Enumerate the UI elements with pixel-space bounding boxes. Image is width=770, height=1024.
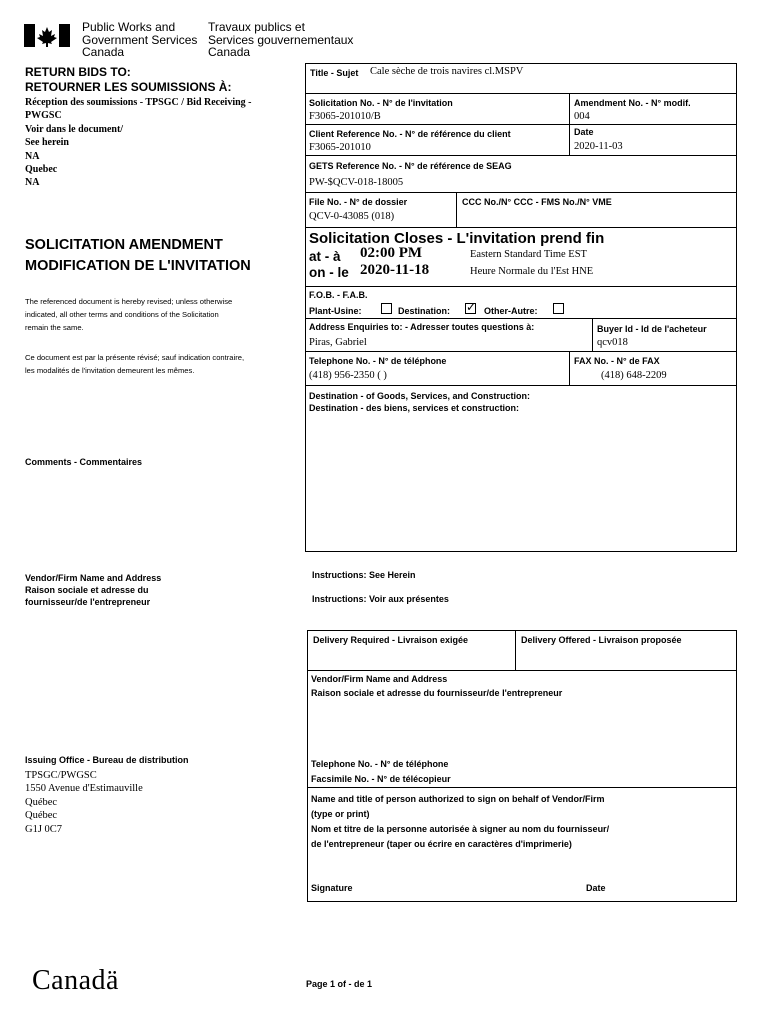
canada-wordmark: Canadä: [32, 965, 119, 996]
vendor-facsimile-label: Facsimile No. - N° de télécopieur: [311, 774, 451, 784]
date-label: Date: [574, 127, 594, 137]
buyer-id-value: qcv018: [597, 337, 628, 348]
authorized-label-line: Name and title of person authorized to sign on behalf of Vendor/Firm: [311, 794, 605, 804]
dept-fr-line: Services gouvernementaux: [208, 32, 354, 47]
issuing-office-address: [25, 769, 143, 836]
department-name-en: [82, 21, 197, 59]
solicitation-no-label: Solicitation No. - N° de l'invitation: [309, 98, 453, 108]
page-number: Page 1 of - de 1: [306, 979, 373, 989]
destination-label: Destination:: [398, 306, 451, 316]
plant-label: Plant-Usine:: [309, 306, 362, 316]
amendment-no-label: Amendment No. - N° modif.: [574, 98, 691, 108]
vendor-telephone-label: Telephone No. - N° de téléphone: [311, 759, 449, 769]
return-bids-label-en: RETURN BIDS TO:: [25, 65, 131, 79]
ccc-no-label: CCC No./N° CCC - FMS No./N° VME: [462, 197, 612, 207]
authorized-label-line: (type or print): [311, 809, 370, 819]
fob-label: F.O.B. - F.A.B.: [309, 290, 368, 300]
delivery-required-label: Delivery Required - Livraison exigée: [313, 635, 469, 645]
dept-fr-line: Travaux publics et: [208, 20, 305, 34]
department-name-fr: [208, 21, 353, 59]
document-title-en: SOLICITATION AMENDMENT: [25, 237, 223, 253]
other-checkbox[interactable]: [553, 303, 564, 314]
client-reference-label: Client Reference No. - N° de référence du client: [309, 129, 511, 139]
notice-line: les modalités de l'invitation demeurent les mêmes.: [25, 366, 195, 375]
vendor-name-label-en: Vendor/Firm Name and Address: [311, 674, 448, 684]
vendor-label-line: fournisseur/de l'entrepreneur: [25, 597, 151, 607]
notice-line: indicated, all other terms and conditions of the Solicitation: [25, 310, 219, 319]
client-reference-value: F3065-201010: [309, 142, 371, 153]
return-address-line: NA: [25, 150, 40, 162]
dept-en-line: Public Works and: [82, 20, 176, 34]
fax-value: (418) 648-2209: [601, 370, 667, 381]
instructions-fr: Instructions: Voir aux présentes: [312, 594, 449, 604]
issuing-address-line: Québec: [25, 810, 58, 822]
timezone-en: Eastern Standard Time EST: [470, 249, 587, 260]
comments-label: Comments - Commentaires: [25, 457, 143, 467]
return-address-line: NA: [25, 177, 40, 189]
canada-flag-icon: [24, 24, 70, 47]
document-title-fr: MODIFICATION DE L'INVITATION: [25, 258, 251, 274]
solicitation-no-value: F3065-201010/B: [309, 111, 381, 122]
notice-line: The referenced document is hereby revised; unless otherwise: [25, 297, 233, 306]
closing-date-value: 2020-11-18: [360, 262, 430, 278]
fax-label: FAX No. - N° de FAX: [574, 356, 660, 366]
checkmark-icon: ✓: [466, 300, 477, 314]
issuing-address-line: Québec: [25, 796, 58, 808]
authorized-person-label: [311, 792, 609, 852]
plant-checkbox[interactable]: [381, 303, 392, 314]
signature-label: Signature: [311, 883, 353, 893]
file-no-value: QCV-0-43085 (018): [309, 211, 395, 222]
enquiries-label: Address Enquiries to: - Adresser toutes questions à:: [309, 322, 535, 332]
vendor-label-line: Raison sociale et adresse du: [25, 585, 149, 595]
title-label: Title - Sujet: [310, 68, 359, 78]
dept-en-line: Canada: [82, 45, 125, 59]
destination-goods-fr: Destination - des biens, services et construction:: [309, 403, 520, 413]
buyer-id-label: Buyer Id - Id de l'acheteur: [597, 324, 707, 334]
vendor-label-line: Vendor/Firm Name and Address: [25, 573, 162, 583]
amendment-no-value: 004: [574, 111, 590, 122]
delivery-offered-label: Delivery Offered - Livraison proposée: [521, 635, 682, 645]
return-bids-label-fr: RETOURNER LES SOUMISSIONS À:: [25, 80, 232, 94]
enquiries-value: Piras, Gabriel: [309, 337, 367, 348]
issuing-address-line: TPSGC/PWGSC: [25, 770, 97, 781]
notice-line: remain the same.: [25, 323, 84, 332]
vendor-address-label: [25, 572, 161, 608]
revision-notice-en: [25, 295, 232, 334]
destination-checkbox[interactable]: [465, 300, 477, 314]
destination-goods-en: Destination - of Goods, Services, and Construction:: [309, 391, 531, 401]
issuing-address-line: 1550 Avenue d'Estimauville: [25, 783, 143, 795]
closing-title: Solicitation Closes - L'invitation prend fin: [309, 230, 605, 247]
gets-reference-label: GETS Reference No. - N° de référence de SEAG: [309, 161, 512, 171]
closing-date-label: on - le: [309, 265, 349, 280]
authorized-label-line: de l'entrepreneur (taper ou écrire en caractères d'imprimerie): [311, 839, 572, 849]
return-address-line: PWGSC: [25, 110, 62, 122]
return-address-line: See herein: [25, 137, 69, 149]
signature-date-label: Date: [586, 883, 606, 893]
notice-line: Ce document est par la présente révisé; sauf indication contraire,: [25, 353, 245, 362]
return-address-line: Réception des soumissions - TPSGC / Bid Receiving -: [25, 97, 252, 108]
vendor-name-label-fr: Raison sociale et adresse du fournisseur/de l'entrepreneur: [311, 688, 563, 698]
instructions-en: Instructions: See Herein: [312, 570, 416, 580]
gets-reference-value: PW-$QCV-018-18005: [309, 177, 404, 188]
return-address-line: Voir dans le document/: [25, 123, 124, 135]
telephone-label: Telephone No. - N° de téléphone: [309, 356, 447, 366]
return-address-line: Quebec: [25, 164, 58, 176]
authorized-label-line: Nom et titre de la personne autorisée à signer au nom du fournisseur/: [311, 824, 610, 834]
return-address: [25, 96, 252, 190]
dept-en-line: Government Services: [82, 32, 198, 47]
telephone-value: (418) 956-2350 ( ): [309, 370, 387, 381]
other-label: Other-Autre:: [484, 306, 538, 316]
file-no-label: File No. - N° de dossier: [309, 197, 408, 207]
issuing-address-line: G1J 0C7: [25, 823, 63, 835]
closing-time-value: 02:00 PM: [360, 245, 423, 261]
closing-time-label: at - à: [309, 249, 341, 264]
title-value: Cale sèche de trois navires cl.MSPV: [370, 66, 524, 77]
timezone-fr: Heure Normale du l'Est HNE: [470, 266, 594, 277]
issuing-office-label: Issuing Office - Bureau de distribution: [25, 755, 189, 765]
date-value: 2020-11-03: [574, 141, 623, 152]
dept-fr-line: Canada: [208, 45, 251, 59]
revision-notice-fr: [25, 351, 244, 377]
